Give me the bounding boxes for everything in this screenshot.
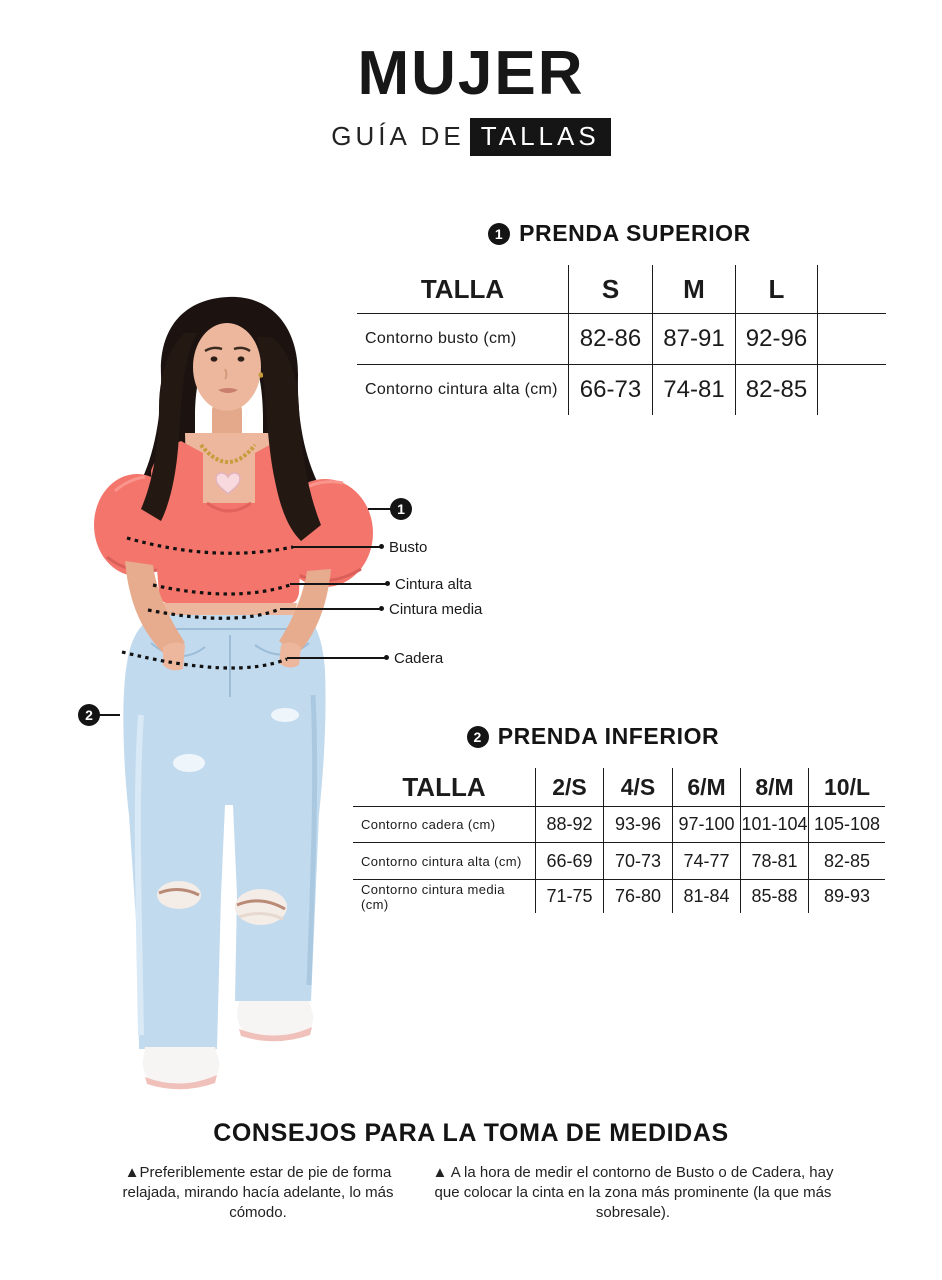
- value-cell: 101-104: [740, 806, 808, 842]
- value-cell: 74-77: [672, 842, 740, 879]
- cintura-media-dot: [379, 606, 384, 611]
- value-cell: 97-100: [672, 806, 740, 842]
- cintura-alta-callout-line: [290, 583, 387, 585]
- busto-dot: [379, 544, 384, 549]
- size-col-header: 4/S: [603, 768, 672, 806]
- tip-item: ▲Preferiblemente estar de pie de forma relajada, mirando hacía adelante, lo más cómodo.: [122, 1164, 394, 1221]
- value-cell: 82-86: [568, 313, 652, 364]
- size-header-cell: TALLA: [420, 273, 505, 304]
- figure-marker-2: 2: [78, 704, 100, 726]
- row-label: Contorno cintura alta (cm): [353, 842, 535, 879]
- value-cell: 76-80: [603, 879, 672, 913]
- size-col-header: 6/M: [672, 768, 740, 806]
- subtitle-highlight: TALLAS: [470, 118, 611, 156]
- value-cell: 66-73: [568, 364, 652, 415]
- size-header-cell: TALLA: [402, 771, 486, 802]
- size-col-header: 2/S: [535, 768, 603, 806]
- number-1-badge: 1: [488, 223, 510, 245]
- cintura-alta-dot: [385, 581, 390, 586]
- value-cell: 105-108: [808, 806, 885, 842]
- page-subtitle: [0, 121, 942, 152]
- upper-section-title: PRENDA SUPERIOR: [519, 220, 751, 246]
- empty-cell: [817, 265, 886, 313]
- value-cell: 85-88: [740, 879, 808, 913]
- value-cell: 88-92: [535, 806, 603, 842]
- row-label: Contorno cintura alta (cm): [357, 364, 568, 415]
- number-2-badge: 2: [467, 726, 489, 748]
- model-photo: [85, 295, 405, 1100]
- cintura-alta-label: Cintura alta: [395, 576, 472, 593]
- cadera-label: Cadera: [394, 650, 444, 667]
- lower-section-title: PRENDA INFERIOR: [497, 723, 720, 749]
- size-col-header: 8/M: [740, 768, 808, 806]
- marker-1-line: [368, 508, 392, 510]
- lower-size-table: [353, 768, 885, 913]
- marker-2-line: [98, 714, 120, 716]
- cadera-callout-line: [287, 657, 386, 659]
- busto-callout-line: [293, 546, 381, 548]
- size-col-header: L: [735, 265, 817, 313]
- value-cell: 89-93: [808, 879, 885, 913]
- value-cell: 66-69: [535, 842, 603, 879]
- value-cell: 70-73: [603, 842, 672, 879]
- busto-label: Busto: [389, 539, 428, 556]
- cadera-dot: [384, 655, 389, 660]
- lower-section-header: [353, 723, 833, 750]
- upper-size-table: [357, 265, 886, 415]
- row-label: Contorno cadera (cm): [353, 806, 535, 842]
- upper-section-header: [353, 220, 886, 247]
- empty-cell: [817, 364, 886, 415]
- subtitle-prefix: GUÍA DE: [331, 121, 465, 151]
- value-cell: 81-84: [672, 879, 740, 913]
- tips-title: CONSEJOS PARA LA TOMA DE MEDIDAS: [213, 1119, 729, 1147]
- value-cell: 93-96: [603, 806, 672, 842]
- cintura-media-callout-line: [280, 608, 381, 610]
- empty-cell: [817, 313, 886, 364]
- row-label: Contorno cintura media (cm): [353, 879, 535, 913]
- size-col-header: M: [652, 265, 735, 313]
- value-cell: 92-96: [735, 313, 817, 364]
- tip-item: ▲ A la hora de medir el contorno de Busto o de Cadera, hay que colocar la cinta en la zona más prominente (la que más sobresale).: [432, 1164, 834, 1221]
- cintura-media-label: Cintura media: [389, 601, 483, 618]
- size-col-header: 10/L: [808, 768, 885, 806]
- value-cell: 78-81: [740, 842, 808, 879]
- page-title: MUJER: [357, 39, 585, 108]
- size-col-header: S: [568, 265, 652, 313]
- figure-marker-1: 1: [390, 498, 412, 520]
- value-cell: 82-85: [808, 842, 885, 879]
- value-cell: 74-81: [652, 364, 735, 415]
- value-cell: 87-91: [652, 313, 735, 364]
- value-cell: 71-75: [535, 879, 603, 913]
- value-cell: 82-85: [735, 364, 817, 415]
- row-label: Contorno busto (cm): [357, 313, 568, 364]
